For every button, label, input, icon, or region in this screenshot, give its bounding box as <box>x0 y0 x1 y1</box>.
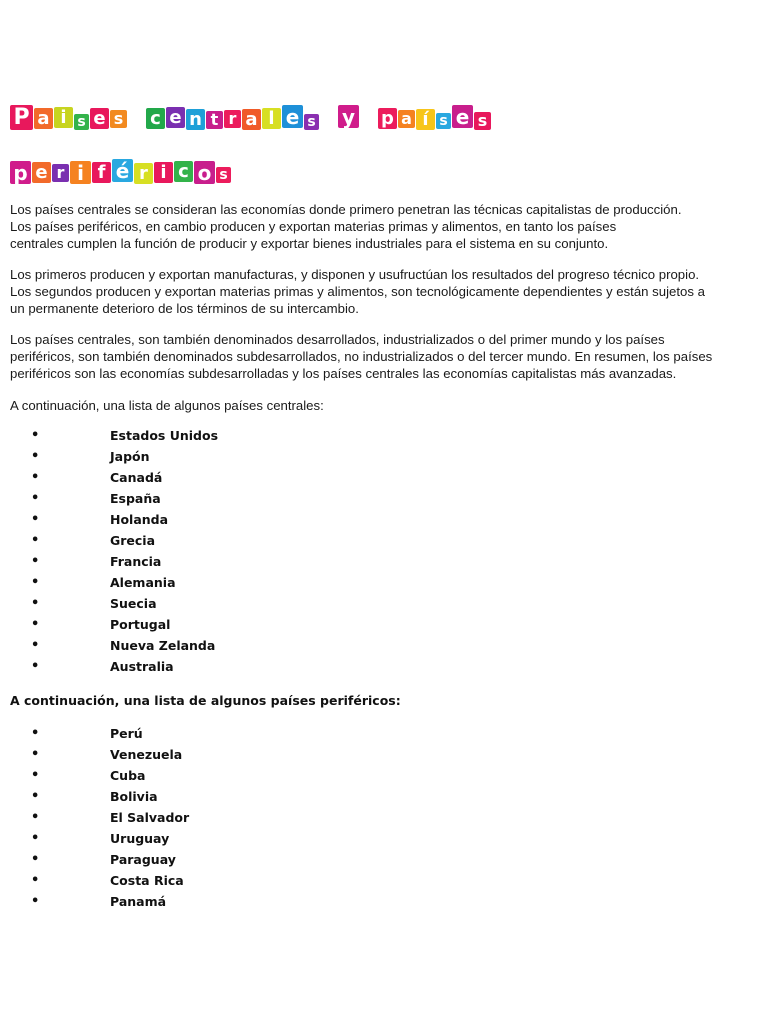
title-line-1-letter-tile: l <box>262 108 281 129</box>
bullet-icon: • <box>31 747 40 762</box>
title-line-2 <box>10 150 750 184</box>
country-name: Portugal <box>110 617 171 632</box>
title-line-2-letter-tile: p <box>10 161 31 184</box>
title-line-1-letter-tile: a <box>398 110 415 128</box>
bullet-icon: • <box>31 810 40 825</box>
title-line-1-letter-tile: e <box>282 105 303 128</box>
country-name: Bolivia <box>110 789 158 804</box>
paragraph-4: A continuación, una lista de algunos países centrales: <box>10 398 324 413</box>
title-line-2-letter-tile: i <box>154 162 173 183</box>
title-line-2-letter-tile: i <box>70 161 91 184</box>
country-name: Japón <box>110 449 150 464</box>
title-line-1-letter-tile: s <box>74 114 89 130</box>
bullet-icon: • <box>31 768 40 783</box>
title-line-1-letter-tile: s <box>110 110 127 128</box>
bullet-icon: • <box>31 512 40 527</box>
bullet-icon: • <box>31 638 40 653</box>
bullet-icon: • <box>31 659 40 674</box>
bullet-icon: • <box>31 470 40 485</box>
bullet-icon: • <box>31 596 40 611</box>
country-name: España <box>110 491 161 506</box>
title-line-1-letter-tile: s <box>474 112 491 130</box>
title-line-1-letter-tile: r <box>224 110 241 128</box>
title-line-2-letter-tile: r <box>52 164 69 182</box>
title-line-1-letter-tile: n <box>186 109 205 130</box>
country-name: Costa Rica <box>110 873 184 888</box>
title-line-1-letter-tile: e <box>166 107 185 128</box>
title-line-1 <box>10 96 750 130</box>
country-name: Perú <box>110 726 143 741</box>
title-line-1-letter-tile: y <box>338 105 359 128</box>
country-name: Venezuela <box>110 747 183 762</box>
bullet-icon: • <box>31 491 40 506</box>
country-name: El Salvador <box>110 810 190 825</box>
country-name: Francia <box>110 554 162 569</box>
bullet-icon: • <box>31 575 40 590</box>
title-line-2-letter-tile: c <box>174 161 193 182</box>
title-line-1-letter-tile: e <box>90 108 109 129</box>
peripheral-list-heading: A continuación, una lista de algunos países periféricos: <box>10 693 401 708</box>
country-name: Uruguay <box>110 831 170 846</box>
title-line-1-letter-tile: e <box>452 105 473 128</box>
country-name: Australia <box>110 659 174 674</box>
bullet-icon: • <box>31 726 40 741</box>
country-name: Estados Unidos <box>110 428 219 443</box>
title-line-1-letter-tile: a <box>242 109 261 130</box>
title-line-2-letter-tile: é <box>112 159 133 182</box>
bullet-icon: • <box>31 873 40 888</box>
country-name: Alemania <box>110 575 176 590</box>
country-name: Suecia <box>110 596 157 611</box>
page-title <box>10 96 750 204</box>
title-line-2-letter-tile: o <box>194 161 215 184</box>
title-line-1-letter-tile: t <box>206 111 223 129</box>
title-line-1-letter-tile: p <box>378 108 397 129</box>
bullet-icon: • <box>31 831 40 846</box>
country-name: Panamá <box>110 894 167 909</box>
country-name: Holanda <box>110 512 169 527</box>
bullet-icon: • <box>31 533 40 548</box>
paragraph-2: Los primeros producen y exportan manufacturas, y disponen y usufructúan los resultados del progreso técnico propio. Los segundos producen y exportan materias primas y alimentos, son tecnológicamente dependientes y están sujetos a un permanente deterioro de los términos de su intercambio. <box>10 267 705 316</box>
country-name: Nueva Zelanda <box>110 638 216 653</box>
paragraph-3: Los países centrales, son también denominados desarrollados, industrializados o del primer mundo y los países periféricos, son también denominados subdesarrollados, no industrializados o del tercer mundo. En resumen, los países periféricos son las economías subdesarrolladas y los países centrales las economías capitalistas más avanzadas. <box>10 332 713 381</box>
title-line-2-letter-tile: r <box>134 163 153 184</box>
bullet-icon: • <box>31 617 40 632</box>
bullet-icon: • <box>31 852 40 867</box>
title-line-2-letter-tile: e <box>32 162 51 183</box>
title-line-1-letter-tile: s <box>304 114 319 130</box>
bullet-icon: • <box>31 449 40 464</box>
bullet-icon: • <box>31 789 40 804</box>
title-line-1-letter-tile: i <box>54 107 73 128</box>
bullet-icon: • <box>31 894 40 909</box>
title-line-1-letter-tile: P <box>10 105 33 130</box>
title-line-1-letter-tile: í <box>416 109 435 130</box>
title-line-2-letter-tile: s <box>216 167 231 183</box>
title-line-1-letter-tile: c <box>146 108 165 129</box>
title-line-1-letter-tile: a <box>34 108 53 129</box>
title-line-1-letter-tile: s <box>436 113 451 129</box>
country-name: Cuba <box>110 768 146 783</box>
title-line-2-letter-tile: f <box>92 162 111 183</box>
bullet-icon: • <box>31 428 40 443</box>
country-name: Grecia <box>110 533 156 548</box>
country-name: Paraguay <box>110 852 176 867</box>
bullet-icon: • <box>31 554 40 569</box>
country-name: Canadá <box>110 470 163 485</box>
paragraph-1: Los países centrales se consideran las economías donde primero penetran las técnicas capitalistas de producción. Los países periféricos, en cambio producen y exportan materias primas y alimentos, en tanto los países centrales cumplen la función de producir y exportar bienes industriales para el sistema en su conjunto. <box>10 202 682 251</box>
